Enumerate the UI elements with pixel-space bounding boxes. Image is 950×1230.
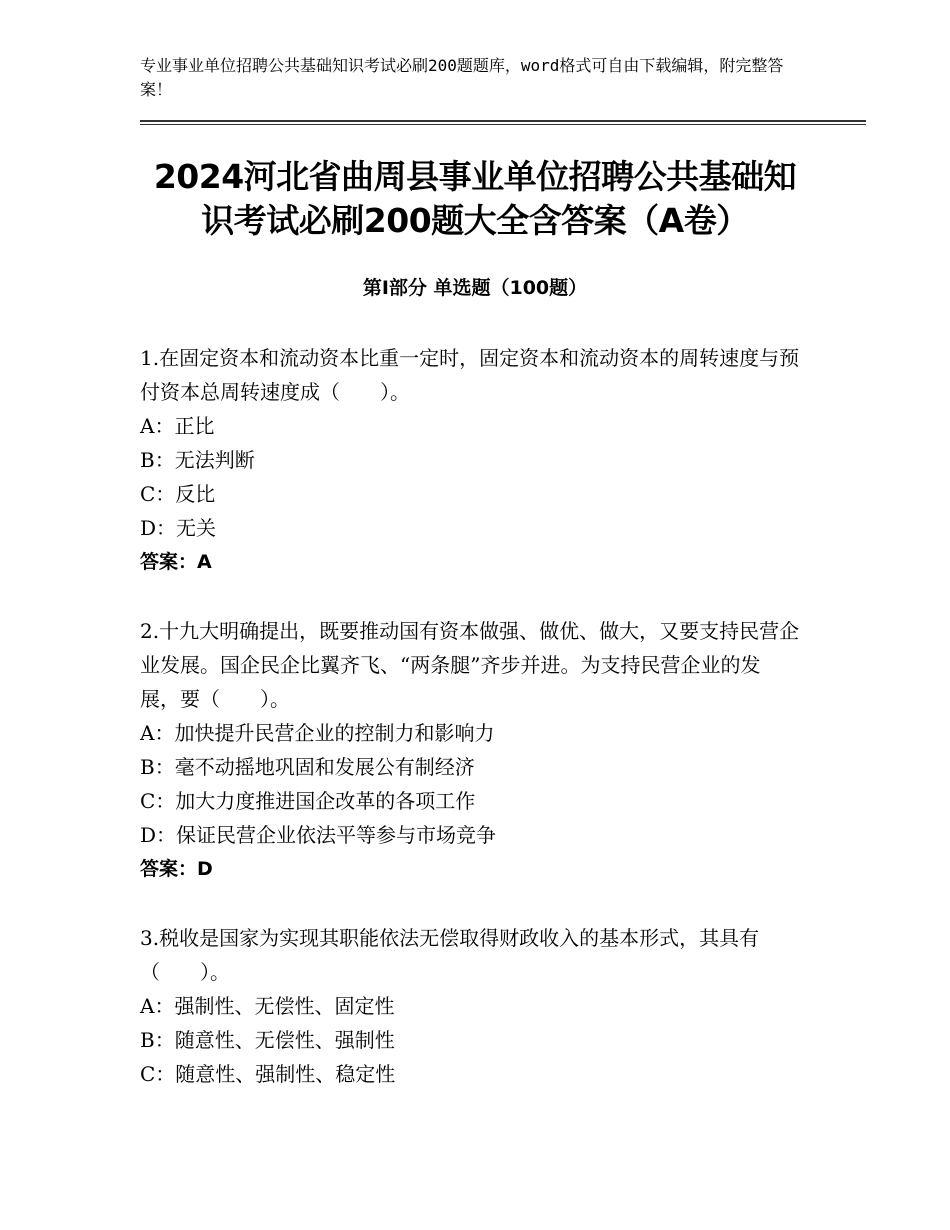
option-d: D：保证民营企业依法平等参与市场竞争 [140, 823, 497, 847]
question-stem: 3.税收是国家为实现其职能依法无偿取得财政收入的基本形式，其具有（ ）。 [140, 926, 760, 984]
option-d: D：无关 [140, 516, 217, 540]
document-title: 2024河北省曲周县事业单位招聘公共基础知识考试必刷200题大全含答案（A卷） [153, 157, 797, 240]
question-stem: 1.在固定资本和流动资本比重一定时，固定资本和流动资本的周转速度与预付资本总周转速度成（ ）。 [140, 346, 800, 404]
answer: 答案：D [140, 858, 213, 880]
option-b: B：无法判断 [140, 448, 255, 472]
header-rule-thin [140, 124, 866, 125]
option-b: B：随意性、无偿性、强制性 [140, 1028, 395, 1052]
option-a: A：加快提升民营企业的控制力和影响力 [140, 721, 495, 745]
answer: 答案：A [140, 551, 212, 573]
header-rule-thick [140, 120, 866, 122]
question-3 [140, 921, 800, 1091]
option-c: C：反比 [140, 482, 216, 506]
option-a: A：正比 [140, 414, 215, 438]
question-2 [140, 614, 800, 886]
option-c: C：加大力度推进国企改革的各项工作 [140, 789, 476, 813]
question-1 [140, 341, 800, 579]
option-a: A：强制性、无偿性、固定性 [140, 994, 395, 1018]
option-b: B：毫不动摇地巩固和发展公有制经济 [140, 755, 475, 779]
option-c: C：随意性、强制性、稳定性 [140, 1062, 396, 1086]
question-stem: 2.十九大明确提出，既要推动国有资本做强、做优、做大，又要支持民营企业发展。国企民企比翼齐飞、“两条腿”齐步并进。为支持民营企业的发展，要（ ）。 [140, 619, 800, 711]
header-note: 专业事业单位招聘公共基础知识考试必刷200题题库，word格式可自由下载编辑，附完整答案！ [140, 56, 784, 99]
section-title: 第Ⅰ部分 单选题（100题） [362, 277, 588, 299]
